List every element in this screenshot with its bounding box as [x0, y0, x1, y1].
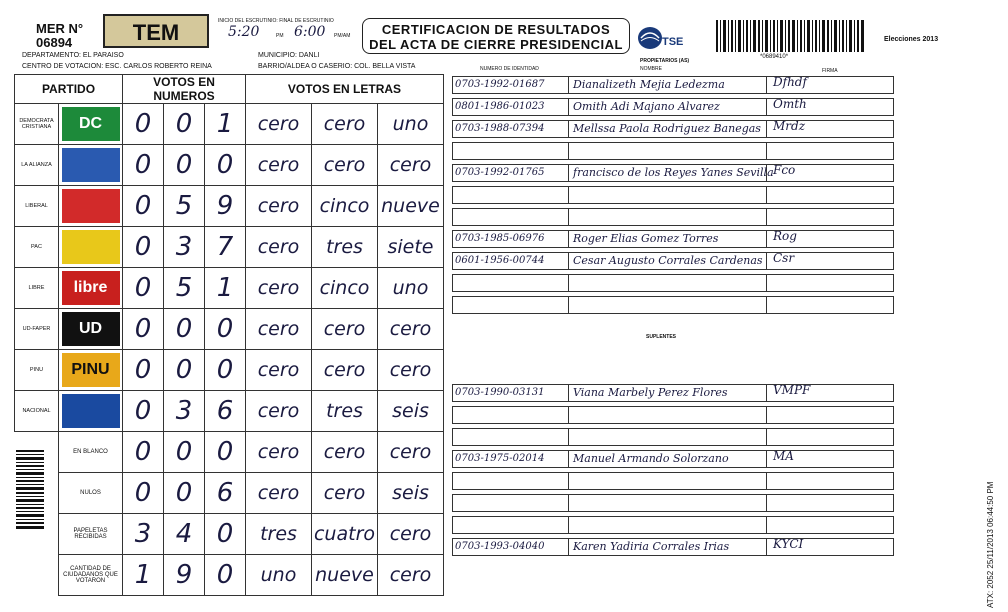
vote-letter: tres — [312, 227, 378, 268]
vote-letter: cero — [378, 145, 444, 186]
vote-number: 3 — [164, 391, 205, 432]
total-number: 1 — [123, 555, 164, 596]
barcode-side-icon — [16, 450, 44, 530]
barcode-number: *0689410* — [760, 54, 789, 60]
party-row — [15, 391, 444, 432]
signature-row — [452, 384, 894, 402]
vote-number: 0 — [164, 350, 205, 391]
vote-letter: cero — [246, 350, 312, 391]
vote-letter: cero — [246, 227, 312, 268]
party-logo-text: UD — [78, 320, 103, 337]
total-row — [15, 432, 444, 473]
signature-row — [452, 252, 894, 270]
name-cell — [569, 275, 767, 291]
barrio: BARRIO/ALDEA O CASERIO: COL. BELLA VISTA — [258, 63, 416, 70]
member-name: Mellssa Paola Rodriguez Banegas — [573, 122, 761, 135]
vote-letter: cero — [312, 145, 378, 186]
signature-icon: Dfhdf — [773, 75, 807, 89]
vote-number: 0 — [123, 104, 164, 145]
vote-letter: cero — [312, 309, 378, 350]
party-name: LIBERAL — [15, 186, 59, 227]
vote-number: 0 — [123, 186, 164, 227]
vote-letter: cero — [246, 145, 312, 186]
member-name: Dianalizeth Mejia Ledezma — [573, 78, 725, 91]
name-cell — [569, 407, 767, 423]
vote-letter: tres — [312, 391, 378, 432]
signature-row — [452, 142, 894, 160]
signature-row — [452, 186, 894, 204]
total-row — [15, 555, 444, 596]
signature-row — [452, 164, 894, 182]
total-letter: cero — [378, 432, 444, 473]
party-name: DEMOCRATA CRISTIANA — [15, 104, 59, 145]
id-number: 0601-1956-00744 — [455, 255, 545, 266]
suplentes-label: SUPLENTES — [646, 334, 677, 340]
col-numeros: VOTOS EN NUMEROS — [123, 75, 246, 104]
party-flag — [59, 391, 123, 432]
vote-letter: seis — [378, 391, 444, 432]
centro-votacion: CENTRO DE VOTACION: ESC. CARLOS ROBERTO REINA — [22, 63, 212, 70]
total-label: NULOS — [59, 473, 123, 514]
party-flag-icon — [62, 394, 120, 428]
total-letter: cuatro — [312, 514, 378, 555]
vote-number: 7 — [205, 227, 246, 268]
vote-letter: cero — [246, 391, 312, 432]
id-number: 0703-1990-03131 — [455, 387, 545, 398]
signature-row — [452, 472, 894, 490]
total-number: 0 — [205, 514, 246, 555]
name-cell — [569, 143, 767, 159]
vote-number: 0 — [123, 145, 164, 186]
signature-row — [452, 208, 894, 226]
signature-row — [452, 428, 894, 446]
id-cell — [453, 275, 569, 291]
name-cell — [569, 517, 767, 533]
escrutinio-end: 6:00 — [294, 24, 326, 40]
vote-letter: cero — [246, 104, 312, 145]
id-cell — [453, 297, 569, 313]
hdr-id: NUMERO DE IDENTIDAD — [480, 66, 539, 72]
party-flag — [59, 268, 123, 309]
id-cell — [453, 517, 569, 533]
party-row — [15, 186, 444, 227]
id-number: 0703-1993-04040 — [455, 541, 545, 552]
total-label: PAPELETAS RECIBIDAS — [59, 514, 123, 555]
total-number: 6 — [205, 473, 246, 514]
name-cell — [569, 473, 767, 489]
tem-badge: TEM — [103, 14, 209, 48]
title-line1: CERTIFICACION DE RESULTADOS — [381, 22, 611, 37]
id-cell — [453, 495, 569, 511]
total-letter: tres — [246, 514, 312, 555]
total-letter: cero — [378, 514, 444, 555]
total-number: 0 — [205, 555, 246, 596]
member-name: Viana Marbely Perez Flores — [573, 386, 728, 399]
total-number: 3 — [123, 514, 164, 555]
signature-icon: MA — [773, 449, 794, 463]
signature-icon: Rog — [773, 229, 797, 243]
vote-number: 5 — [164, 186, 205, 227]
party-name: LIBRE — [15, 268, 59, 309]
party-name: LA ALIANZA — [15, 145, 59, 186]
vote-letter: cero — [246, 309, 312, 350]
barcode-top-icon — [716, 20, 866, 52]
name-cell — [569, 209, 767, 225]
name-cell — [569, 495, 767, 511]
vote-number: 0 — [123, 309, 164, 350]
id-cell — [453, 187, 569, 203]
total-number: 0 — [164, 432, 205, 473]
vote-number: 0 — [164, 104, 205, 145]
total-row — [15, 473, 444, 514]
id-cell — [453, 429, 569, 445]
party-row — [15, 309, 444, 350]
vote-letter: cero — [246, 268, 312, 309]
vote-number: 0 — [123, 391, 164, 432]
signature-row — [452, 494, 894, 512]
total-number: 0 — [164, 473, 205, 514]
signature-row — [452, 98, 894, 116]
mer-number — [36, 22, 83, 50]
vote-number: 0 — [205, 350, 246, 391]
vote-number: 0 — [123, 227, 164, 268]
col-letras: VOTOS EN LETRAS — [246, 75, 444, 104]
member-name: Karen Yadiria Corrales Irias — [573, 540, 730, 553]
vote-letter: cero — [378, 309, 444, 350]
vote-number: 0 — [205, 309, 246, 350]
vote-letter: uno — [378, 104, 444, 145]
id-cell — [453, 143, 569, 159]
party-flag-icon — [62, 107, 120, 141]
signature-row — [452, 274, 894, 292]
total-letter: cero — [312, 432, 378, 473]
total-letter: uno — [246, 555, 312, 596]
party-flag — [59, 227, 123, 268]
signature-row — [452, 296, 894, 314]
name-cell — [569, 187, 767, 203]
party-flag — [59, 309, 123, 350]
id-number: 0801-1986-01023 — [455, 101, 545, 112]
member-name: Omith Adi Majano Alvarez — [573, 100, 720, 113]
party-row — [15, 268, 444, 309]
vote-number: 1 — [205, 104, 246, 145]
vote-number: 0 — [123, 268, 164, 309]
id-cell — [453, 209, 569, 225]
vote-number: 0 — [164, 145, 205, 186]
vote-number: 0 — [205, 145, 246, 186]
signature-row — [452, 76, 894, 94]
total-letter: cero — [378, 555, 444, 596]
votes-table — [14, 74, 444, 596]
signature-row — [452, 516, 894, 534]
member-name: Cesar Augusto Corrales Cardenas — [573, 254, 763, 267]
party-flag — [59, 350, 123, 391]
total-row — [15, 514, 444, 555]
id-number: 0703-1975-02014 — [455, 453, 545, 464]
id-cell — [453, 473, 569, 489]
vote-letter: cero — [378, 350, 444, 391]
total-number: 4 — [164, 514, 205, 555]
total-label: CANTIDAD DE CIUDADANOS QUE VOTARON — [59, 555, 123, 596]
timestamp-vertical: ATX: 2052 25/11/2013 06:44:50 PM — [986, 481, 995, 608]
party-name: UD-FAPER — [15, 309, 59, 350]
id-number: 0703-1988-07394 — [455, 123, 545, 134]
party-name: NACIONAL — [15, 391, 59, 432]
member-name: francisco de los Reyes Yanes Sevilla — [573, 166, 774, 179]
hdr-propietarios: PROPIETARIOS (AS) — [640, 58, 690, 64]
party-flag-icon — [62, 353, 120, 387]
id-number: 0703-1985-06976 — [455, 233, 545, 244]
vote-letter: cero — [246, 186, 312, 227]
total-letter: cero — [246, 432, 312, 473]
vote-letter: siete — [378, 227, 444, 268]
tse-label: TSE — [662, 36, 684, 48]
signature-row — [452, 450, 894, 468]
vote-number: 5 — [164, 268, 205, 309]
party-row — [15, 145, 444, 186]
vote-number: 6 — [205, 391, 246, 432]
id-number: 0703-1992-01687 — [455, 79, 545, 90]
member-name: Manuel Armando Solorzano — [573, 452, 729, 465]
party-flag — [59, 104, 123, 145]
party-logo-text: DC — [78, 115, 103, 132]
party-flag-icon — [62, 189, 120, 223]
signature-icon: Csr — [773, 251, 795, 265]
col-partido: PARTIDO — [15, 75, 123, 104]
vote-number: 0 — [123, 350, 164, 391]
party-logo-text: PINU — [71, 361, 110, 378]
mer-label: MER N° — [36, 21, 84, 36]
document-title — [362, 18, 630, 54]
signature-row — [452, 406, 894, 424]
party-name: PAC — [15, 227, 59, 268]
party-row — [15, 104, 444, 145]
party-flag-icon — [62, 312, 120, 346]
party-flag — [59, 186, 123, 227]
party-flag — [59, 145, 123, 186]
name-cell — [569, 297, 767, 313]
vote-letter: nueve — [378, 186, 444, 227]
member-name: Roger Elias Gomez Torres — [573, 232, 719, 245]
vote-letter: uno — [378, 268, 444, 309]
mer-value: 06894 — [36, 35, 73, 50]
total-number: 0 — [123, 432, 164, 473]
total-letter: cero — [246, 473, 312, 514]
party-row — [15, 350, 444, 391]
hdr-nombre: NOMBRE — [640, 66, 662, 72]
total-letter: seis — [378, 473, 444, 514]
signature-icon: Omth — [773, 97, 807, 111]
municipio: MUNICIPIO: DANLI — [258, 52, 320, 59]
hdr-firma: FIRMA — [822, 68, 838, 74]
signature-row — [452, 230, 894, 248]
total-letter: cero — [312, 473, 378, 514]
vote-letter: cero — [312, 350, 378, 391]
signature-icon: VMPF — [773, 383, 811, 397]
vote-number: 0 — [164, 309, 205, 350]
signature-row — [452, 120, 894, 138]
title-line2: DEL ACTA DE CIERRE PRESIDENCIAL — [369, 37, 623, 52]
total-letter: nueve — [312, 555, 378, 596]
total-number: 9 — [164, 555, 205, 596]
vote-letter: cinco — [312, 186, 378, 227]
party-flag-icon — [62, 230, 120, 264]
party-name: PINU — [15, 350, 59, 391]
escrutinio-label: INICIO DEL ESCRUTINIO: FINAL DE ESCRUTINIO — [218, 18, 334, 24]
total-label: EN BLANCO — [59, 432, 123, 473]
party-row — [15, 227, 444, 268]
total-number: 0 — [123, 473, 164, 514]
vote-number: 3 — [164, 227, 205, 268]
signature-icon: Mrdz — [773, 119, 806, 133]
party-flag-icon — [62, 148, 120, 182]
signature-row — [452, 538, 894, 556]
party-logo-text: libre — [73, 279, 108, 296]
name-cell — [569, 429, 767, 445]
escrutinio-pm1: PM — [276, 33, 284, 39]
vote-letter: cero — [312, 104, 378, 145]
signature-icon: Fco — [773, 163, 796, 177]
total-spacer — [15, 555, 59, 596]
vote-letter: cinco — [312, 268, 378, 309]
departamento: DEPARTAMENTO: EL PARAISO — [22, 52, 124, 59]
id-number: 0703-1992-01765 — [455, 167, 545, 178]
escrutinio-pm2: PM/AM — [334, 33, 351, 39]
vote-number: 9 — [205, 186, 246, 227]
party-flag-icon — [62, 271, 120, 305]
total-number: 0 — [205, 432, 246, 473]
signature-icon: KYCI — [773, 537, 804, 551]
escrutinio-start: 5:20 — [228, 24, 260, 40]
id-cell — [453, 407, 569, 423]
vote-number: 1 — [205, 268, 246, 309]
elecciones-logo: Elecciones 2013 — [884, 36, 939, 43]
